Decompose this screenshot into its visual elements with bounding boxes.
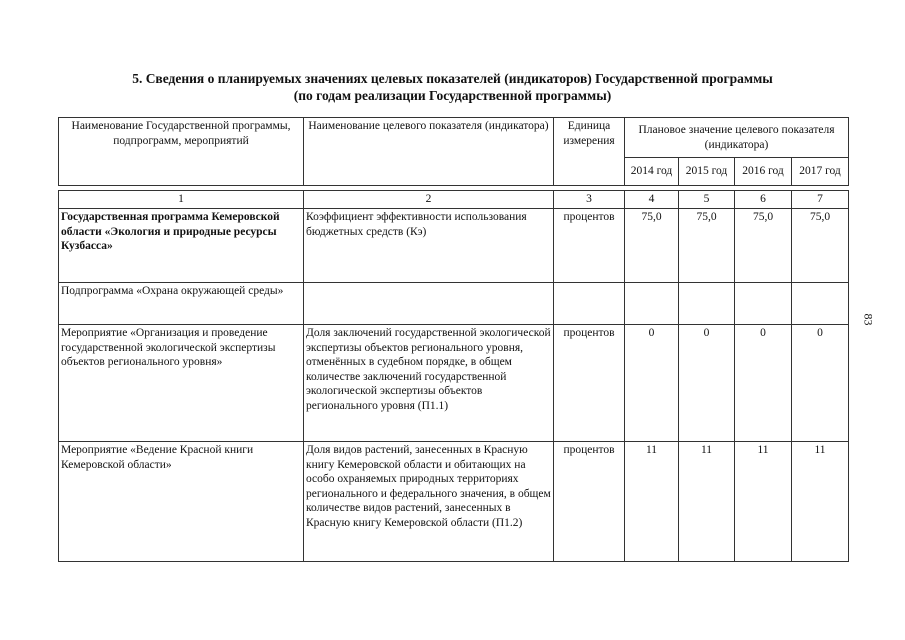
header-indicator-name: Наименование целевого показателя (индикатора): [304, 118, 554, 186]
program-name: Государственная программа Кемеровской области «Экология и природные ресурсы Кузбасса»: [59, 209, 304, 283]
table-header: [58, 117, 849, 186]
header-year-2017: 2017 год: [792, 158, 849, 186]
header-year-2014: 2014 год: [625, 158, 679, 186]
value-2014: [625, 283, 679, 325]
value-2014: 75,0: [625, 209, 679, 283]
document-title-line-1: 5. Сведения о планируемых значениях целевых показателей (индикаторов) Государственной программы: [132, 71, 773, 86]
value-2016: 75,0: [735, 209, 792, 283]
unit-cell: [554, 283, 625, 325]
unit-cell: процентов: [554, 325, 625, 442]
table-row: [59, 325, 849, 442]
column-number: 5: [679, 191, 735, 209]
value-2014: 0: [625, 325, 679, 442]
measure-name: Мероприятие «Организация и проведение государственной экологической экспертизы объектов регионального уровня»: [59, 325, 304, 442]
value-2015: [679, 283, 735, 325]
document-title: [40, 70, 865, 104]
header-year-2015: 2015 год: [679, 158, 735, 186]
column-number: 6: [735, 191, 792, 209]
table-row: [59, 209, 849, 283]
value-2016: [735, 283, 792, 325]
value-2017: [792, 283, 849, 325]
table-row: [59, 442, 849, 562]
column-number: 1: [59, 191, 304, 209]
indicator-name: [304, 283, 554, 325]
subprogram-name: Подпрограмма «Охрана окружающей среды»: [59, 283, 304, 325]
indicator-name: Коэффициент эффективности использования бюджетных средств (Кэ): [304, 209, 554, 283]
value-2017: 0: [792, 325, 849, 442]
value-2017: 11: [792, 442, 849, 562]
value-2017: 75,0: [792, 209, 849, 283]
column-number: 4: [625, 191, 679, 209]
value-2015: 75,0: [679, 209, 735, 283]
unit-cell: процентов: [554, 442, 625, 562]
column-number: 7: [792, 191, 849, 209]
table-row: [59, 283, 849, 325]
unit-cell: процентов: [554, 209, 625, 283]
measure-name: Мероприятие «Ведение Красной книги Кемеровской области»: [59, 442, 304, 562]
indicator-name: Доля заключений государственной экологической экспертизы объектов регионального уровня, отменённых в судебном порядке, в общем количестве заключений государственной экологической экспертизы объектов регионального уровня (П1.1): [304, 325, 554, 442]
header-program-name: Наименование Государственной программы, подпрограмм, мероприятий: [59, 118, 304, 186]
value-2016: 0: [735, 325, 792, 442]
value-2016: 11: [735, 442, 792, 562]
document-title-line-2: (по годам реализации Государственной программы): [293, 88, 612, 103]
column-number-row: [59, 191, 849, 209]
value-2015: 11: [679, 442, 735, 562]
indicator-name: Доля видов растений, занесенных в Красную книгу Кемеровской области и обитающих на особо охраняемых природных территориях регионального и федерального значения, в общем количестве видов растений, занесенных в Красную книгу Кемеровской области (П1.2): [304, 442, 554, 562]
value-2014: 11: [625, 442, 679, 562]
header-year-2016: 2016 год: [735, 158, 792, 186]
header-planned-value: Плановое значение целевого показателя (индикатора): [625, 118, 849, 158]
header-unit: Единица измерения: [554, 118, 625, 186]
value-2015: 0: [679, 325, 735, 442]
column-number: 2: [304, 191, 554, 209]
column-number: 3: [554, 191, 625, 209]
page-number: 83: [861, 313, 876, 326]
indicator-table: [58, 190, 849, 562]
